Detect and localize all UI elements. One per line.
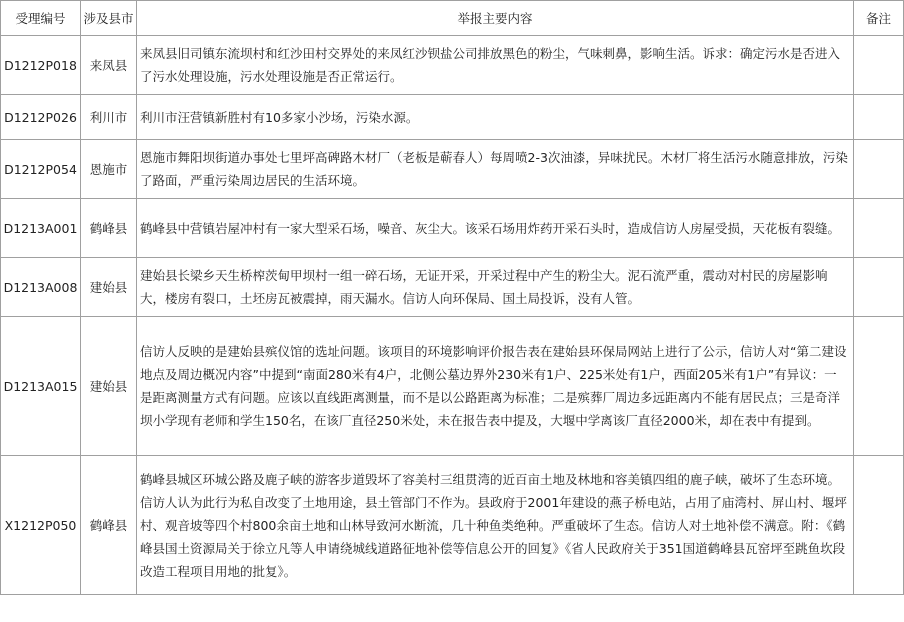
- table-row: [1, 456, 904, 595]
- cell-code: X1212P050: [1, 456, 81, 595]
- cell-note: [854, 95, 904, 140]
- cell-county: 来凤县: [81, 36, 137, 95]
- cell-content: 信访人反映的是建始县殡仪馆的选址问题。该项目的环境影响评价报告表在建始县环保局网站上进行了公示，信访人对“第二建设地点及周边概况内容”中提到“南面280米有4户，北侧公墓边界外230米有1户、225米处有1户，西面205米有1户”有异议：一是距离测量方式有问题。应该以直线距离测量，而不是以公路距离为标准；二是殡葬厂周边多远距离内不能有居民点；三是奇洋坝小学现有老师和学生150名，在该厂直径250米处，未在报告表中提及，大堰中学离该厂直径2000米，却在表中有提到。: [137, 317, 854, 456]
- cell-content: 利川市汪营镇新胜村有10多家小沙场，污染水源。: [137, 95, 854, 140]
- header-content: 举报主要内容: [137, 1, 854, 36]
- cell-code: D1212P054: [1, 140, 81, 199]
- cell-code: D1213A015: [1, 317, 81, 456]
- cell-content: 建始县长梁乡天生桥榨茨甸甲坝村一组一碎石场，无证开采，开采过程中产生的粉尘大。泥石流严重，震动对村民的房屋影响大，楼房有裂口，土坯房瓦被震掉，雨天漏水。信访人向环保局、国土局投诉，没有人管。: [137, 258, 854, 317]
- cell-code: D1212P018: [1, 36, 81, 95]
- cell-note: [854, 317, 904, 456]
- header-row: [1, 1, 904, 36]
- table-row: [1, 258, 904, 317]
- cell-content: 鹤峰县城区环城公路及鹿子峡的游客步道毁坏了容美村三组贯湾的近百亩土地及林地和容美镇四组的鹿子峡，破坏了生态环境。信访人认为此行为私自改变了土地用途，县土管部门不作为。县政府于2001年建设的燕子桥电站，占用了庙湾村、屏山村、堰坪村、观音坡等四个村800余亩土地和山林导致河水断流，几十种鱼类绝种。严重破坏了生态。信访人对土地补偿不满意。附：《鹤峰县国土资源局关于徐立凡等人申请绕城线道路征地补偿等信息公开的回复》《省人民政府关于351国道鹤峰县瓦窑坪至跳鱼坎段改造工程项目用地的批复》。: [137, 456, 854, 595]
- header-note: 备注: [854, 1, 904, 36]
- cell-note: [854, 258, 904, 317]
- cell-note: [854, 36, 904, 95]
- cell-county: 鹤峰县: [81, 456, 137, 595]
- table-row: [1, 140, 904, 199]
- cell-content: 恩施市舞阳坝街道办事处七里坪高碑路木材厂（老板是蕲春人）每周喷2-3次油漆，异味扰民。木材厂将生活污水随意排放，污染了路面，严重污染周边居民的生活环境。: [137, 140, 854, 199]
- cell-code: D1213A008: [1, 258, 81, 317]
- table-row: [1, 95, 904, 140]
- cell-county: 恩施市: [81, 140, 137, 199]
- cell-note: [854, 456, 904, 595]
- cell-code: D1213A001: [1, 199, 81, 258]
- cell-content: 来凤县旧司镇东流坝村和红沙田村交界处的来凤红沙钡盐公司排放黑色的粉尘，气味刺鼻，影响生活。诉求：确定污水是否进入了污水处理设施，污水处理设施是否正常运行。: [137, 36, 854, 95]
- header-county: 涉及县市: [81, 1, 137, 36]
- cell-note: [854, 199, 904, 258]
- cell-county: 鹤峰县: [81, 199, 137, 258]
- cell-code: D1212P026: [1, 95, 81, 140]
- header-code: 受理编号: [1, 1, 81, 36]
- cell-county: 建始县: [81, 317, 137, 456]
- table-row: [1, 199, 904, 258]
- cell-county: 建始县: [81, 258, 137, 317]
- cell-county: 利川市: [81, 95, 137, 140]
- table-row: [1, 36, 904, 95]
- table-row: [1, 317, 904, 456]
- cell-content: 鹤峰县中营镇岩屋冲村有一家大型采石场，噪音、灰尘大。该采石场用炸药开采石头时，造成信访人房屋受损，天花板有裂缝。: [137, 199, 854, 258]
- cell-note: [854, 140, 904, 199]
